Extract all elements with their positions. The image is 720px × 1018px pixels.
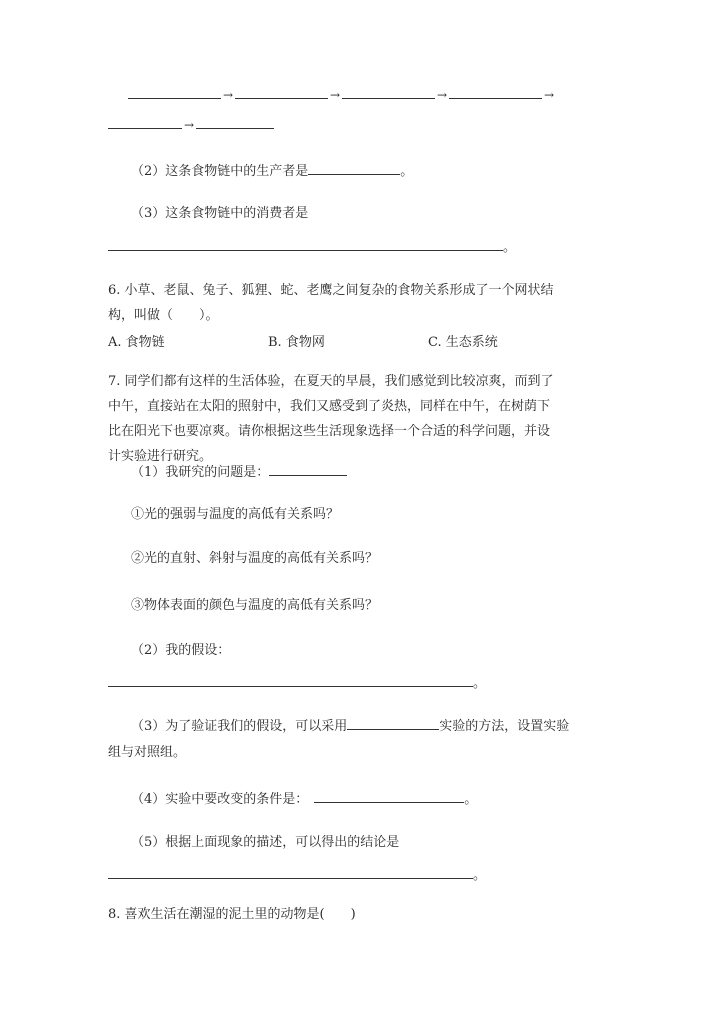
q7-sub3 — [131, 717, 569, 736]
q6-line-1: 6. 小草、老鼠、兔子、狐狸、蛇、老鹰之间复杂的食物关系形成了一个网状结 — [108, 283, 554, 298]
q6-question — [108, 278, 554, 328]
food-chain-row-1 — [128, 86, 556, 105]
arrow-icon: → — [436, 88, 448, 102]
q7-sub5-end: 。 — [473, 868, 487, 883]
arrow-icon: → — [183, 118, 195, 132]
q7-question-blank[interactable] — [269, 463, 347, 476]
q5-sub2-end: 。 — [400, 164, 414, 179]
q5-sub3 — [131, 205, 308, 223]
q7-sub4 — [131, 790, 477, 809]
q7-choice-1: ①光的强弱与温度的高低有关系吗？ — [131, 507, 340, 522]
q7-sub2: （2）我的假设： — [131, 643, 231, 658]
q6-option-a[interactable]: A. 食物链 — [108, 335, 165, 350]
q7-conclusion-blank[interactable] — [108, 866, 473, 879]
food-chain-row-2 — [108, 116, 274, 135]
q7-sub2-end: 。 — [473, 676, 487, 691]
q5-sub3-answer-row — [108, 238, 516, 257]
q5-producer-blank[interactable] — [308, 162, 400, 175]
q5-consumer-blank[interactable] — [108, 238, 503, 251]
q7-sub3-text-a: （3）为了验证我们的假设，可以采用 — [131, 719, 348, 734]
food-chain-blank-3[interactable] — [342, 86, 435, 99]
q7-sub4-text: （4）实验中要改变的条件是： — [131, 792, 309, 807]
q7-sub2-answer-row — [108, 674, 486, 693]
q8-question: 8. 喜欢生活在潮湿的泥土里的动物是( ) — [108, 907, 356, 922]
q7-sub5-answer-row — [108, 866, 486, 885]
q5-sub3-text: （3）这条食物链中的消费者是 — [131, 206, 309, 221]
q7-line-2: 中午，直接站在太阳的照射中，我们又感受到了炎热，同样在中午，在树荫下 — [108, 399, 551, 414]
q7-hypothesis-blank[interactable] — [108, 674, 473, 687]
q7-sub1-text: （1）我研究的问题是： — [131, 465, 270, 480]
q5-sub2 — [131, 162, 413, 181]
arrow-icon: → — [329, 88, 341, 102]
q7-sub1 — [131, 463, 347, 482]
arrow-icon: → — [222, 88, 234, 102]
q7-question — [108, 369, 554, 469]
q7-method-blank[interactable] — [347, 717, 439, 730]
arrow-icon: → — [543, 88, 555, 102]
food-chain-blank-1[interactable] — [128, 86, 221, 99]
food-chain-blank-2[interactable] — [235, 86, 328, 99]
q7-line-1: 7. 同学们都有这样的生活体验，在夏天的早晨，我们感觉到比较凉爽，而到了 — [108, 374, 554, 389]
q5-sub3-end: 。 — [503, 240, 517, 255]
food-chain-blank-6[interactable] — [196, 116, 274, 129]
q7-line-3: 比在阳光下也要凉爽。请你根据这些生活现象选择一个合适的科学问题，并设 — [108, 424, 551, 439]
q7-variable-blank[interactable] — [314, 790, 464, 803]
q7-sub4-end: 。 — [464, 792, 478, 807]
q5-sub2-text: （2）这条食物链中的生产者是 — [131, 164, 309, 179]
q6-option-c[interactable]: C. 生态系统 — [428, 335, 498, 350]
q6-line-2: 构，叫做（ ）。 — [108, 308, 219, 323]
food-chain-blank-5[interactable] — [108, 116, 182, 129]
q7-choice-2: ②光的直射、斜射与温度的高低有关系吗？ — [131, 551, 379, 566]
q7-line-4: 计实验进行研究。 — [108, 449, 213, 464]
q6-option-b[interactable]: B. 食物网 — [268, 335, 325, 350]
q7-choice-3: ③物体表面的颜色与温度的高低有关系吗？ — [131, 598, 379, 613]
q7-sub3-cont: 组与对照组。 — [108, 745, 187, 760]
food-chain-blank-4[interactable] — [449, 86, 542, 99]
q7-sub3-text-b: 实验的方法，设置实验 — [439, 719, 570, 734]
q7-sub5: （5）根据上面现象的描述，可以得出的结论是 — [131, 835, 400, 850]
